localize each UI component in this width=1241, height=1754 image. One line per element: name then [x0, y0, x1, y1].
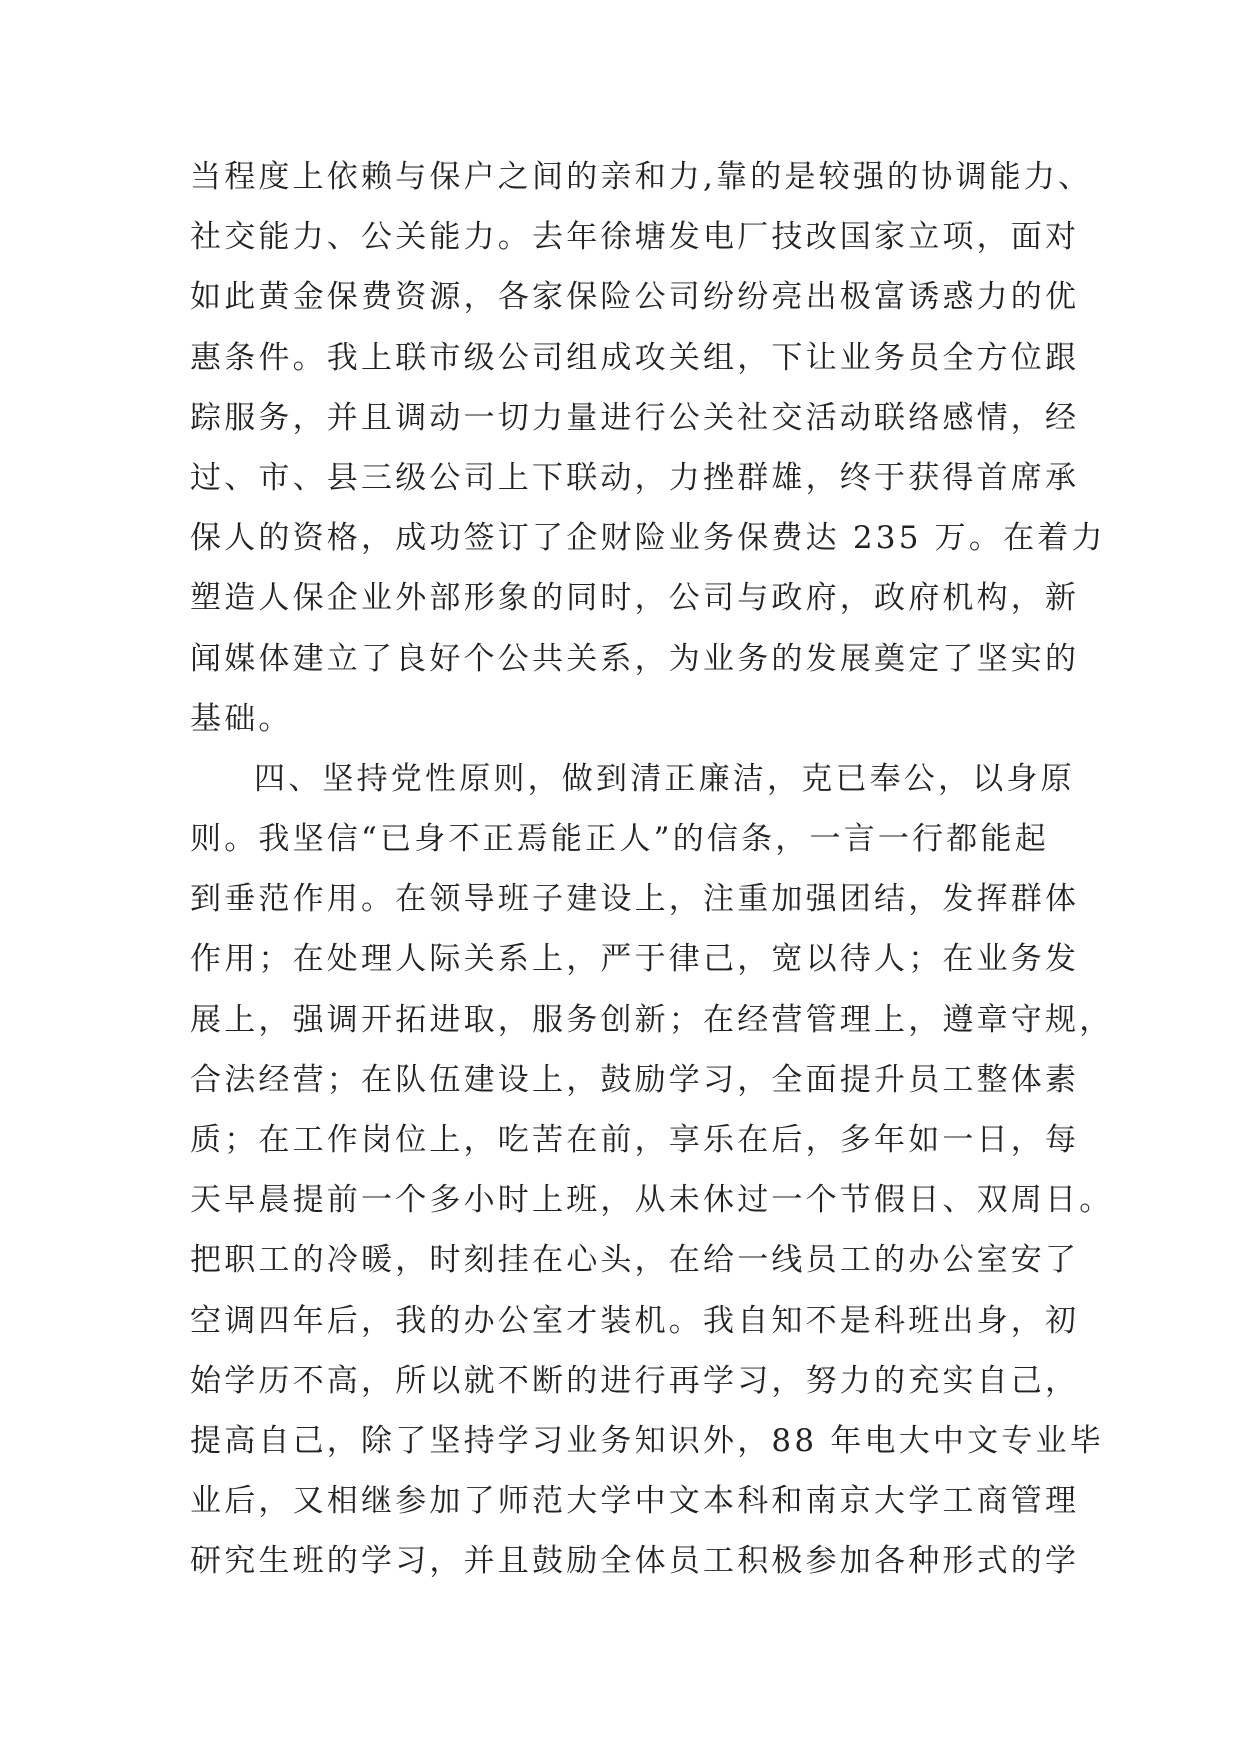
text-line: 把职工的冷暖，时刻挂在心头，在给一线员工的办公室安了 — [190, 1242, 1080, 1279]
text-line: 社交能力、公关能力。去年徐塘发电厂技改国家立项，面对 — [190, 219, 1080, 256]
text-line: 如此黄金保费资源，各家保险公司纷纷亮出极富诱惑力的优 — [190, 279, 1080, 316]
paragraph-heading-line: 四、坚持党性原则，做到清正廉洁，克已奉公，以身原 — [254, 760, 1075, 797]
text-line: 塑造人保企业外部形象的同时，公司与政府，政府机构，新 — [190, 580, 1080, 617]
text-line: 闻媒体建立了良好个公共关系，为业务的发展奠定了坚实的 — [190, 640, 1080, 677]
text-line: 质；在工作岗位上，吃苦在前，享乐在后，多年如一日，每 — [190, 1122, 1080, 1158]
text-line: 则。我坚信“已身不正焉能正人”的信条，一言一行都能起 — [190, 821, 1049, 858]
text-line: 业后，又相继参加了师范大学中文本科和南京大学工商管理 — [190, 1483, 1080, 1520]
text-line: 空调四年后，我的办公室才装机。我自知不是科班出身，初 — [190, 1302, 1080, 1339]
text-line: 到垂范作用。在领导班子建设上，注重加强团结，发挥群体 — [190, 881, 1080, 918]
body-text — [190, 158, 1114, 1603]
text-line: 展上，强调开拓进取，服务创新；在经营管理上，遵章守规， — [190, 1001, 1114, 1038]
text-line: 天早晨提前一个多小时上班，从未休过一个节假日、双周日。 — [190, 1182, 1114, 1219]
text-line: 提高自己，除了坚持学习业务知识外，88 年电大中文专业毕 — [190, 1422, 1104, 1459]
text-line: 保人的资格，成功签订了企财险业务保费达 235 万。在着力 — [190, 520, 1106, 557]
text-line: 惠条件。我上联市级公司组成攻关组，下让业务员全方位跟 — [190, 339, 1080, 376]
text-line: 始学历不高，所以就不断的进行再学习，努力的充实自己， — [190, 1362, 1080, 1399]
text-line: 踪服务，并且调动一切力量进行公关社交活动联络感情，经 — [190, 399, 1080, 436]
text-line: 合法经营；在队伍建设上，鼓励学习，全面提升员工整体素 — [190, 1061, 1080, 1098]
text-line: 研究生班的学习，并且鼓励全体员工积极参加各种形式的学 — [190, 1543, 1080, 1580]
text-line: 作用；在处理人际关系上，严于律己，宽以待人；在业务发 — [190, 941, 1080, 978]
text-line: 当程度上依赖与保户之间的亲和力,靠的是较强的协调能力、 — [190, 159, 1093, 195]
text-line: 过、市、县三级公司上下联动，力挫群雄，终于获得首席承 — [190, 459, 1080, 496]
text-line: 基础。 — [190, 700, 293, 737]
